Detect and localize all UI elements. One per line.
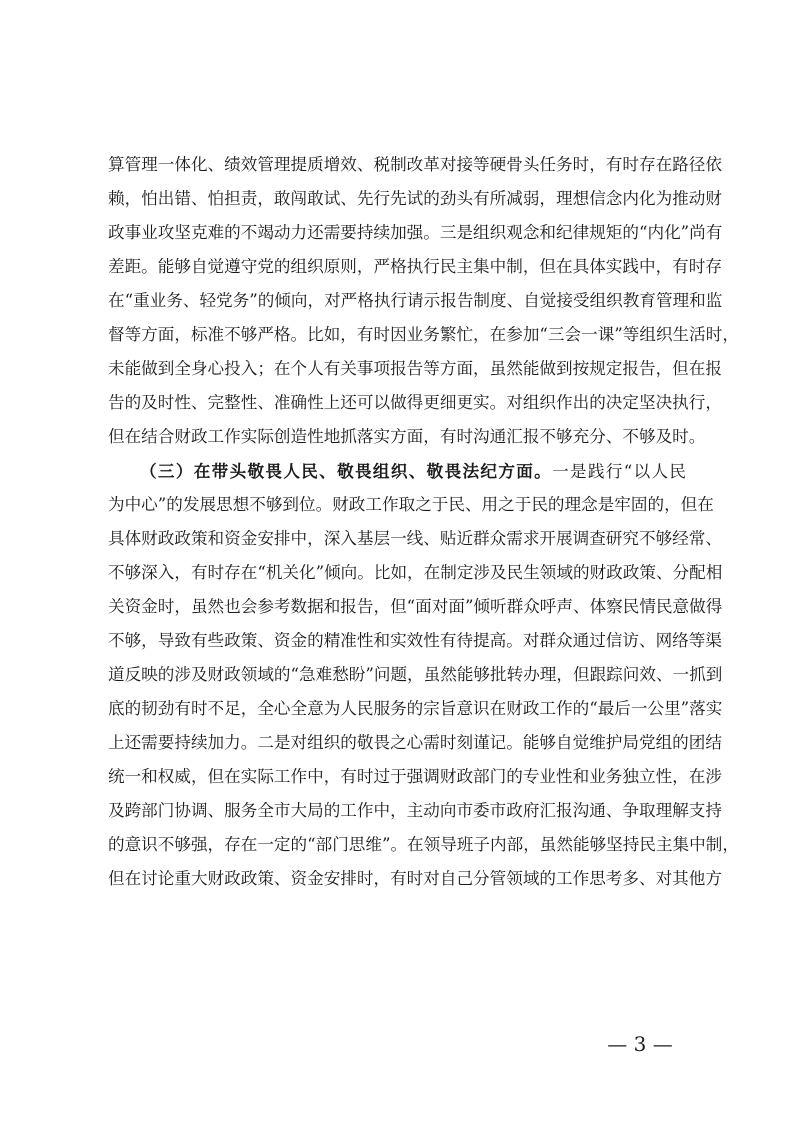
section-heading-line — [140, 454, 686, 488]
section-text: 一是践行“以人民 — [552, 462, 686, 481]
paragraph-line: 底的韧劲有时不足，全心全意为人民服务的宗旨意识在财政工作的“最后一公里”落实 — [108, 699, 723, 718]
paragraph-line: 在“重业务、轻党务”的倾向，对严格执行请示报告制度、自觉接受组织教育管理和监 — [108, 291, 723, 310]
paragraph-line: 但在讨论重大财政政策、资金安排时，有时对自己分管领域的工作思考多、对其他方 — [108, 869, 722, 888]
section-heading: （三）在带头敬畏人民、敬畏组织、敬畏法纪方面。 — [140, 461, 553, 481]
page-number: — 3 — — [607, 1032, 673, 1056]
paragraph-line: 算管理一体化、绩效管理提质增效、税制改革对接等硬骨头任务时，有时存在路径依 — [108, 155, 722, 174]
paragraph-line: 上还需要持续加力。二是对组织的敬畏之心需时刻谨记。能够自觉维护局党组的团结 — [108, 733, 722, 752]
paragraph-line: 但在结合财政工作实际创造性地抓落实方面，有时沟通汇报不够充分、不够及时。 — [108, 427, 706, 446]
paragraph-line: 关资金时，虽然也会参考数据和报告，但“面对面”倾听群众呼声、体察民情民意做得 — [108, 597, 723, 616]
paragraph-line: 为中心”的发展思想不够到位。财政工作取之于民、用之于民的理念是牢固的，但在 — [108, 495, 714, 514]
paragraph-line: 具体财政政策和资金安排中，深入基层一线、贴近群众需求开展调查研究不够经常、 — [108, 529, 722, 548]
paragraph-line: 及跨部门协调、服务全市大局的工作中，主动向市委市政府汇报沟通、争取理解支持 — [108, 801, 722, 820]
paragraph-line: 督等方面，标准不够严格。比如，有时因业务繁忙，在参加“三会一课”等组织生活时， — [108, 325, 739, 344]
paragraph-line: 不够深入，有时存在“机关化”倾向。比如，在制定涉及民生领域的财政政策、分配相 — [108, 563, 723, 582]
paragraph-line: 政事业攻坚克难的不竭动力还需要持续加强。三是组织观念和纪律规矩的“内化”尚有 — [108, 223, 723, 242]
paragraph-line: 未能做到全身心投入；在个人有关事项报告等方面，虽然能做到按规定报告，但在报 — [108, 359, 722, 378]
paragraph-line: 统一和权威，但在实际工作中，有时过于强调财政部门的专业性和业务独立性，在涉 — [108, 767, 722, 786]
paragraph-line: 赖，怕出错、怕担责，敢闯敢试、先行先试的劲头有所减弱，理想信念内化为推动财 — [108, 189, 722, 208]
paragraph-line: 告的及时性、完整性、准确性上还可以做得更细更实。对组织作出的决定坚决执行， — [108, 393, 722, 412]
paragraph-line: 的意识不够强，存在一定的“部门思维”。在领导班子内部，虽然能够坚持民主集中制， — [108, 835, 739, 854]
paragraph-line: 道反映的涉及财政领域的“急难愁盼”问题，虽然能够批转办理，但跟踪问效、一抓到 — [108, 665, 723, 684]
paragraph-line: 不够，导致有些政策、资金的精准性和实效性有待提高。对群众通过信访、网络等渠 — [108, 631, 722, 650]
paragraph-line: 差距。能够自觉遵守党的组织原则，严格执行民主集中制，但在具体实践中，有时存 — [108, 257, 722, 276]
